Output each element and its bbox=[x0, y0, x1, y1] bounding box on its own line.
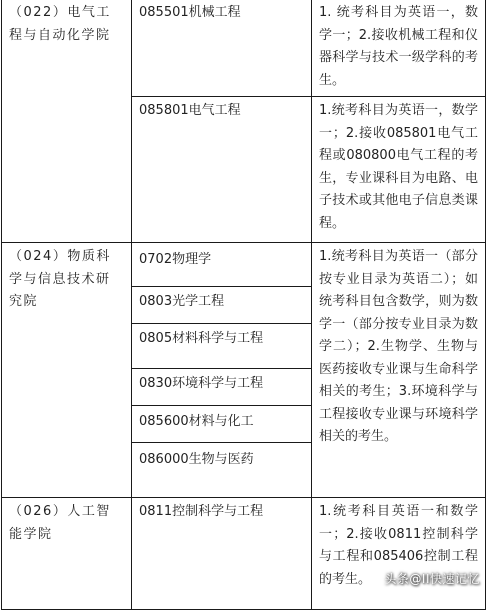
major-name: 0803光学工程 bbox=[139, 294, 225, 309]
table-row bbox=[2, 0, 486, 97]
major-item bbox=[132, 243, 311, 287]
major-name: 085801电气工程 bbox=[139, 103, 241, 118]
major-list-cell bbox=[132, 243, 312, 498]
table-row bbox=[2, 498, 486, 610]
college-cell bbox=[2, 243, 132, 498]
major-item bbox=[132, 369, 311, 406]
requirement-text: 1. 统考科目为英语一，数学一；2.接收机械工程和仪器科学与技术一级学科的考生。 bbox=[319, 5, 478, 88]
major-cell bbox=[132, 498, 312, 610]
major-item bbox=[132, 287, 311, 324]
major-name: 086000生物与医药 bbox=[139, 452, 254, 467]
requirement-text: 1.统考科目为英语一（部分按专业目录为英语二）；如统考科目包含数学，则为数学一（部分按专业目录为数学二）；2.生物学、生物与医药接收专业课与生命科学相关的考生；3.环境科学与工程接收专业课与环境科学相关的考生。 bbox=[319, 249, 478, 444]
major-item bbox=[132, 443, 311, 497]
watermark: 头条@II快速记忆 bbox=[384, 572, 480, 586]
major-cell bbox=[132, 97, 312, 243]
major-name: 0805材料科学与工程 bbox=[139, 331, 264, 346]
college-name: （026）人工智能学院 bbox=[9, 504, 111, 542]
college-name: （024）物质科学与信息技术研究院 bbox=[9, 249, 111, 309]
major-name: 0702物理学 bbox=[139, 252, 212, 267]
requirement-cell bbox=[312, 243, 486, 498]
college-name: （022）电气工程与自动化学院 bbox=[9, 5, 111, 43]
requirement-text: 1.统考科目英语一和数学一；2.接收0811控制科学与工程和085406控制工程的考生。 bbox=[319, 504, 478, 587]
college-cell bbox=[2, 0, 132, 243]
admission-table bbox=[1, 0, 486, 610]
table-row bbox=[2, 243, 486, 498]
major-name: 0830环境科学与工程 bbox=[139, 376, 264, 391]
major-name: 085501机械工程 bbox=[139, 5, 241, 20]
major-cell bbox=[132, 0, 312, 97]
major-item bbox=[132, 324, 311, 369]
requirement-cell bbox=[312, 0, 486, 97]
requirement-text: 1.统考科目为英语一，数学一；2.接收085801电气工程或080800电气工程的考生，专业课科目为电路、电子技术或其他电子信息类课程。 bbox=[319, 103, 478, 231]
requirement-cell bbox=[312, 498, 486, 610]
major-name: 0811控制科学与工程 bbox=[139, 504, 264, 519]
major-item bbox=[132, 406, 311, 443]
requirement-cell bbox=[312, 97, 486, 243]
major-name: 085600材料与化工 bbox=[139, 414, 254, 429]
college-cell bbox=[2, 498, 132, 610]
